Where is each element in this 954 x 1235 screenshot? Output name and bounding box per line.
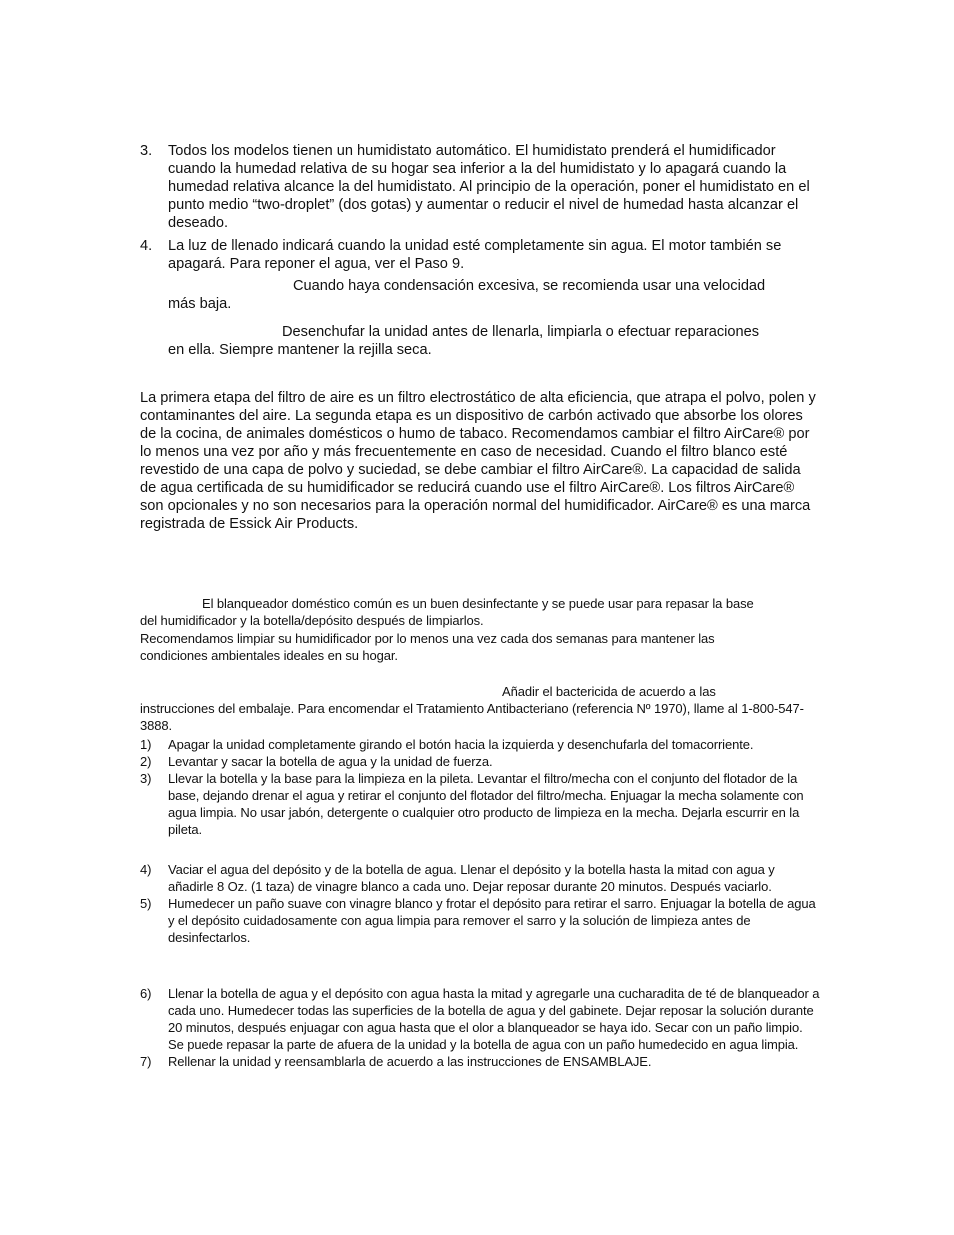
step-item — [140, 985, 820, 1053]
step-text: Vaciar el agua del depósito y de la botella de agua. Llenar el depósito y la botella hasta la mitad con agua y añadirle 8 Oz. (1 taza) de vinagre blanco a cada uno. Dejar reposar durante 20 minutos. Después vaciarlo. — [168, 862, 775, 894]
paragraph-line: El blanqueador doméstico común es un buen desinfectante y se puede usar para repasar la base — [202, 596, 754, 611]
unplug-note — [168, 323, 818, 359]
step-text: Llevar la botella y la base para la limpieza en la pileta. Levantar el filtro/mecha con el conjunto del flotador de la base, dejando drenar el agua y retirar el conjunto del flotador del filtro/mecha. Enjuagar la mecha solamente con agua limpia. No usar jabón, detergente o cualquier otro producto de limpieza en la mecha. Dejarla escurrir en la pileta. — [168, 771, 804, 837]
step-text: Rellenar la unidad y reensamblarla de acuerdo a las instrucciones de ENSAMBLAJE. — [168, 1054, 652, 1069]
note-line: Cuando haya condensación excesiva, se recomienda usar una velocidad — [293, 278, 766, 294]
paragraph-line: del humidificador y la botella/depósito después de limpiarlos. — [140, 613, 484, 628]
step-item — [140, 770, 820, 838]
step-item — [140, 753, 820, 770]
step-number: 7) — [140, 1054, 152, 1069]
list-number: 4. — [140, 238, 153, 254]
condensation-note — [168, 277, 818, 313]
step-number: 3) — [140, 771, 152, 786]
step-number: 1) — [140, 737, 152, 752]
step-item — [140, 861, 820, 895]
paragraph-line: instrucciones del embalaje. Para encomendar el Tratamiento Antibacteriano (referencia Nº 1970), llame al 1-800-547-3888. — [140, 701, 804, 733]
operation-list — [140, 142, 820, 232]
operation-list-2 — [140, 237, 820, 273]
list-item — [140, 237, 820, 273]
step-text: Humedecer un paño suave con vinagre blanco y frotar el depósito para retirar el sarro. Enjuagar la botella de agua y el depósito cuidadosamente con agua limpia para remover el sarro y la solución de limpieza antes de desinfectarlos. — [168, 896, 816, 945]
cleaning-steps-3 — [140, 985, 820, 1070]
note-line: más baja. — [168, 296, 232, 312]
step-text: Levantar y sacar la botella de agua y la unidad de fuerza. — [168, 754, 493, 769]
step-text: Apagar la unidad completamente girando el botón hacia la izquierda y desenchufarla del tomacorriente. — [168, 737, 754, 752]
list-text: La luz de llenado indicará cuando la unidad esté completamente sin agua. El motor también se apagará. Para reponer el agua, ver el Paso 9. — [168, 238, 782, 272]
filter-paragraph: La primera etapa del filtro de aire es un filtro electrostático de alta eficiencia, que atrapa el polvo, polen y contaminantes del aire. La segunda etapa es un dispositivo de carbón activado que absorbe los olores de la cocina, de animales domésticos o humo de tabaco. Recomendamos cambiar el filtro AirCare® por lo menos una vez por año y más frecuentemente en caso de necesidad. Cuando el filtro blanco esté revestido de una capa de polvo y suciedad, se debe cambiar el filtro AirCare®. La capacidad de salida de agua certificada de su humidificador se reducirá cuando use el filtro AirCare®. Los filtros AirCare® son opcionales y no son necesarios para la operación normal del humidificador. AirCare® es una marca registrada de Essick Air Products. — [140, 390, 816, 532]
paragraph-line: Añadir el bactericida de acuerdo a las — [502, 684, 716, 699]
cleaning-steps-2 — [140, 861, 820, 946]
note-line: en ella. Siempre mantener la rejilla seca. — [168, 342, 432, 358]
step-item — [140, 895, 820, 946]
step-text: Llenar la botella de agua y el depósito con agua hasta la mitad y agregarle una cucharadita de té de blanqueador a cada uno. Humedecer todas las superficies de la botella de agua y del gabinete. Dejar reposar la solución durante 20 minutos, después enjuagar con agua hasta que el olor a blanqueador se haya ido. Secar con un paño limpio. Se puede repasar la parte de afuera de la unidad y la botella de agua con un paño humedecido en agua limpia. — [168, 986, 820, 1052]
list-number: 3. — [140, 143, 153, 159]
step-number: 5) — [140, 896, 152, 911]
list-item — [140, 142, 820, 232]
bleach-paragraph — [140, 595, 820, 629]
step-item — [140, 736, 820, 753]
bactericide-paragraph — [140, 683, 820, 734]
recommend-paragraph: Recomendamos limpiar su humidificador por lo menos una vez cada dos semanas para mantener las condiciones ambientales ideales en su hogar. — [140, 631, 715, 663]
step-number: 4) — [140, 862, 152, 877]
step-item — [140, 1053, 820, 1070]
step-number: 2) — [140, 754, 152, 769]
note-line: Desenchufar la unidad antes de llenarla, limpiarla o efectuar reparaciones — [282, 324, 760, 340]
step-number: 6) — [140, 986, 152, 1001]
list-text: Todos los modelos tienen un humidistato automático. El humidistato prenderá el humidificador cuando la humedad relativa de su hogar sea inferior a la del humidistato y lo apagará cuando la humedad relativa alcance la del humidistato. Al principio de la operación, poner el humidistato en el punto medio “two-droplet” (dos gotas) y aumentar o reducir el nivel de humedad hasta alcanzar el deseado. — [168, 143, 810, 231]
cleaning-steps — [140, 736, 820, 838]
